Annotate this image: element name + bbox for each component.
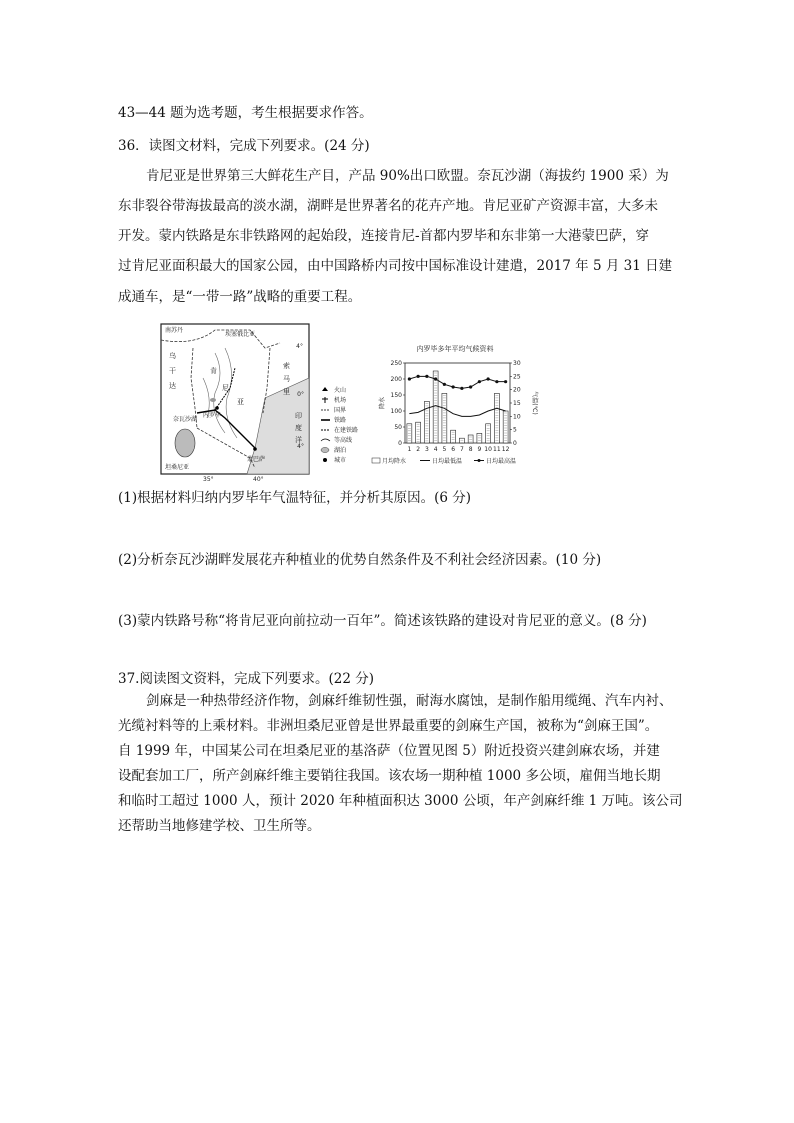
x-tick-label: 12 — [501, 446, 510, 453]
map-label: 亚 — [237, 398, 244, 406]
map-label: 尼 — [222, 384, 229, 392]
x-tick-label: 6 — [451, 446, 456, 453]
min-temp-line — [409, 406, 505, 417]
y-left-tick-label: 150 — [390, 392, 402, 399]
y-right-tick-label: 15 — [513, 400, 521, 407]
y-left-tick-label: 200 — [390, 376, 402, 383]
y-right-tick-label: 25 — [513, 373, 521, 381]
figure-kenya — [155, 318, 538, 482]
map-label: 35° — [203, 476, 214, 482]
legend-item: 在建铁路 — [334, 427, 359, 434]
map-label: 坦桑尼亚 — [165, 464, 190, 471]
precip-bar — [416, 422, 421, 443]
x-tick-label: 7 — [459, 446, 464, 453]
question-36-3: (3)蒙内铁路号称“将肯尼亚向前拉动一百年”。简述该铁路的建设对肯尼亚的意义。(8 分) — [118, 613, 647, 629]
legend-item: 月均降水 — [382, 458, 407, 465]
map-label: 度 — [295, 424, 302, 432]
passage-36-line: 开发。蒙内铁路是东非铁路网的起始段，连接肯尼-首都内罗毕和东非第一大港蒙巴萨，穿 — [118, 228, 650, 244]
passage-37-line: 自 1999 年，中国某公司在坦桑尼亚的基洛萨（位置见图 5）附近投资兴建剑麻农场，并建 — [118, 743, 660, 759]
map-label: 索 — [283, 362, 290, 370]
kenya-map — [155, 318, 315, 478]
max-temp-point — [443, 383, 446, 386]
precip-bar — [459, 438, 464, 443]
max-temp-point — [452, 385, 455, 388]
passage-36-line: 过肯尼亚面积最大的国家公园，由中国路桥内司按中国标准设计建遣，2017 年 5 月 31 日建 — [118, 258, 673, 274]
map-label: 干 — [169, 367, 176, 375]
map-label: 埃塞俄比亚 — [225, 331, 256, 338]
y-right-tick-label: 0 — [513, 440, 517, 447]
y-right-tick-label: 20 — [513, 386, 521, 394]
y-right-tick-label: 30 — [513, 360, 521, 367]
legend-item: 日均最低温 — [432, 458, 463, 465]
map-label: 肯 — [210, 367, 217, 375]
y-right-tick-label: 10 — [513, 413, 521, 421]
map-legend — [320, 386, 368, 466]
max-temp-point — [469, 385, 472, 388]
y-right-tick-label: 5 — [513, 426, 517, 434]
x-tick-label: 1 — [407, 446, 412, 453]
y-left-tick-label: 0 — [398, 440, 402, 447]
map-label: 40° — [253, 476, 264, 482]
map-label: 内罗毕 — [203, 412, 222, 419]
max-temp-point — [487, 377, 490, 380]
precip-bar — [477, 433, 482, 443]
passage-37-line: 设配套加工厂，所产剑麻纤维主要销往我国。该农场一期种植 1000 多公顷，雇佣当地长期 — [118, 768, 661, 784]
y-left-label: 降水 — [379, 396, 386, 410]
question-36-1: (1)根据材料归纳内罗毕年气温特征，并分析其原因。(6 分) — [118, 490, 472, 506]
precip-bar — [433, 371, 438, 443]
y-left-tick-label: 250 — [390, 360, 402, 367]
precip-bar — [468, 435, 473, 443]
climate-chart — [370, 343, 540, 478]
x-tick-label: 3 — [424, 446, 429, 453]
x-tick-label: 2 — [416, 446, 421, 453]
passage-37-line: 还帮助当地修建学校、卫生所等。 — [118, 818, 321, 834]
passage-37-line: 剑麻是一种热带经济作物，剑麻纤维韧性强，耐海水腐蚀，是制作船用缆绳、汽车内衬、 — [146, 693, 673, 709]
legend-swatch-dot — [478, 459, 481, 462]
y-left-tick-label: 50 — [394, 424, 402, 431]
y-right-label: 气温(℃) — [531, 391, 538, 415]
legend-item: 等高线 — [334, 437, 353, 444]
question-36-heading: 36．读图文材料，完成下列要求。(24 分) — [118, 138, 370, 154]
legend-item: 湖泊 — [334, 447, 347, 454]
map-label: 里 — [283, 388, 290, 396]
passage-36-line: 成通车，是“一带一路”战略的重要工程。 — [118, 289, 362, 305]
x-tick-label: 10 — [484, 446, 492, 453]
legend-item: 日均最高温 — [486, 458, 517, 465]
map-label: 马 — [283, 375, 290, 383]
legend-item: 机场 — [334, 397, 347, 404]
precip-bar — [494, 393, 499, 443]
max-temp-line — [409, 376, 505, 388]
map-label: 印 — [295, 412, 302, 420]
map-label: 4° — [297, 443, 304, 450]
passage-37-line: 和临时工超过 1000 人，预计 2020 年种植面积达 3000 公顷，年产剑麻纤维 1 万吨。该公司 — [118, 793, 683, 809]
max-temp-point — [434, 377, 437, 380]
passage-36-line: 肯尼亚是世界第三大鲜花生产目，产品 90%出口欧盟。奈瓦沙湖（海拔约 1900 采）为 — [146, 168, 669, 184]
chart-title: 内罗毕多年平均气候资料 — [416, 345, 494, 353]
passage-37-line: 光缆衬料等的上乘材料。非洲坦桑尼亚曾是世界最重要的剑麻生产国，被称为“剑麻王国”。 — [118, 718, 659, 734]
map-label: 洋 — [295, 436, 302, 444]
passage-36-line: 东非裂谷带海拔最高的淡水湖，湖畔是世界著名的花卉产地。肯尼亚矿产资源丰富，大多未 — [118, 198, 658, 214]
x-tick-label: 5 — [442, 446, 447, 453]
precip-bar — [503, 411, 508, 443]
legend-item: 铁路 — [334, 417, 347, 424]
legend-item: 国界 — [334, 407, 347, 414]
x-tick-label: 11 — [493, 446, 501, 453]
section-note: 43—44 题为选考题，考生根据要求作答。 — [118, 105, 373, 121]
map-label: 4° — [296, 343, 303, 350]
map-label: 0° — [297, 391, 304, 398]
max-temp-point — [460, 387, 463, 390]
legend-item: 城市 — [334, 457, 347, 464]
max-temp-point — [495, 380, 498, 383]
max-temp-point — [425, 375, 428, 378]
question-36-2: (2)分析奈瓦沙湖畔发展花卉种植业的优势自然条件及不利社会经济因素。(10 分) — [118, 552, 602, 568]
map-label: 乌 — [169, 352, 176, 360]
map-label: 奈瓦沙湖 — [173, 416, 198, 423]
question-37-heading: 37.阅读图文资料，完成下列要求。(22 分) — [118, 671, 374, 687]
map-label: 蒙巴萨 — [247, 456, 266, 463]
max-temp-point — [417, 375, 420, 378]
x-tick-label: 4 — [433, 446, 438, 453]
legend-item: 火山 — [334, 387, 347, 394]
max-temp-point — [504, 380, 507, 383]
precip-bar — [442, 393, 447, 443]
x-tick-label: 9 — [477, 446, 482, 453]
max-temp-point — [478, 380, 481, 383]
legend-swatch-bar — [372, 458, 380, 463]
map-label: 达 — [169, 382, 176, 390]
x-tick-label: 8 — [468, 446, 473, 453]
max-temp-point — [408, 377, 411, 380]
map-label: 南苏丹 — [165, 327, 184, 334]
y-left-tick-label: 100 — [390, 408, 402, 415]
